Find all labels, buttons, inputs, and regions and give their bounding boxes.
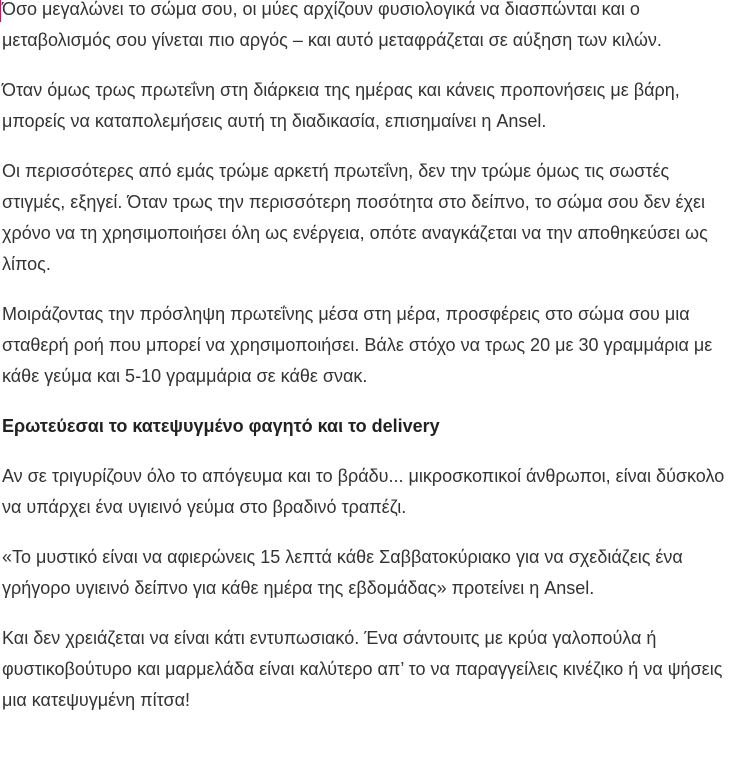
section-heading-frozen-food: Ερωτεύεσαι το κατεψυγμένο φαγητό και το delivery [2,416,440,436]
paragraph-protein-training: Όταν όμως τρως πρωτεΐνη στη διάρκεια της ημέρας και κάνεις προπονήσεις με βάρη, μπορείς να καταπολεμήσεις αυτή τη διαδικασία, επισημαίνει η Ansel. [2,80,680,131]
paragraph-simple-meals: Και δεν χρειάζεται να είναι κάτι εντυπωσιακό. Ένα σάντουιτς με κρύα γαλοπούλα ή φυστικοβούτυρο και μαρμελάδα είναι καλύτερο απ’ το να παραγγείλεις κινέζικο ή να ψήσεις μια κατεψυγμένη πίτσα! [2,628,723,710]
paragraph-muscle-metabolism: Όσο μεγαλώνει το σώμα σου, οι μύες αρχίζουν φυσιολογικά να διασπώνται και ο μεταβολισμός σου γίνεται πιο αργός – και αυτό μεταφράζεται σε αύξηση των κιλών. [2,0,662,50]
paragraph-protein-distribution: Μοιράζοντας την πρόσληψη πρωτεΐνης μέσα στη μέρα, προσφέρεις στο σώμα σου μια σταθερή ροή που μπορεί να χρησιμοποιήσει. Βάλε στόχο να τρως 20 με 30 γραμμάρια με κάθε γεύμα και 5-10 γραμμάρια σε κάθε σνακ. [2,304,713,386]
article-body [2,0,730,735]
paragraph-busy-evenings: Αν σε τριγυρίζουν όλο το απόγευμα και το βράδυ... μικροσκοπικοί άνθρωποι, είναι δύσκολο να υπάρχει ένα υγιεινό γεύμα στο βραδινό τραπέζι. [2,466,725,517]
text-caret [0,0,1,22]
paragraph-weekend-planning: «Το μυστικό είναι να αφιερώνεις 15 λεπτά κάθε Σαββατοκύριακο για να σχεδιάζεις ένα γρήγορο υγιεινό δείπνο για κάθε ημέρα της εβδομάδας» προτείνει η Ansel. [2,547,683,598]
paragraph-protein-timing: Οι περισσότερες από εμάς τρώμε αρκετή πρωτεΐνη, δεν την τρώμε όμως τις σωστές στιγμές, εξηγεί. Όταν τρως την περισσότερη ποσότητα στο δείπνο, το σώμα σου δεν έχει χρόνο να τη χρησιμοποιήσει όλη ως ενέργεια, οπότε αναγκάζεται να την αποθηκεύσει ως λίπος. [2,161,708,274]
